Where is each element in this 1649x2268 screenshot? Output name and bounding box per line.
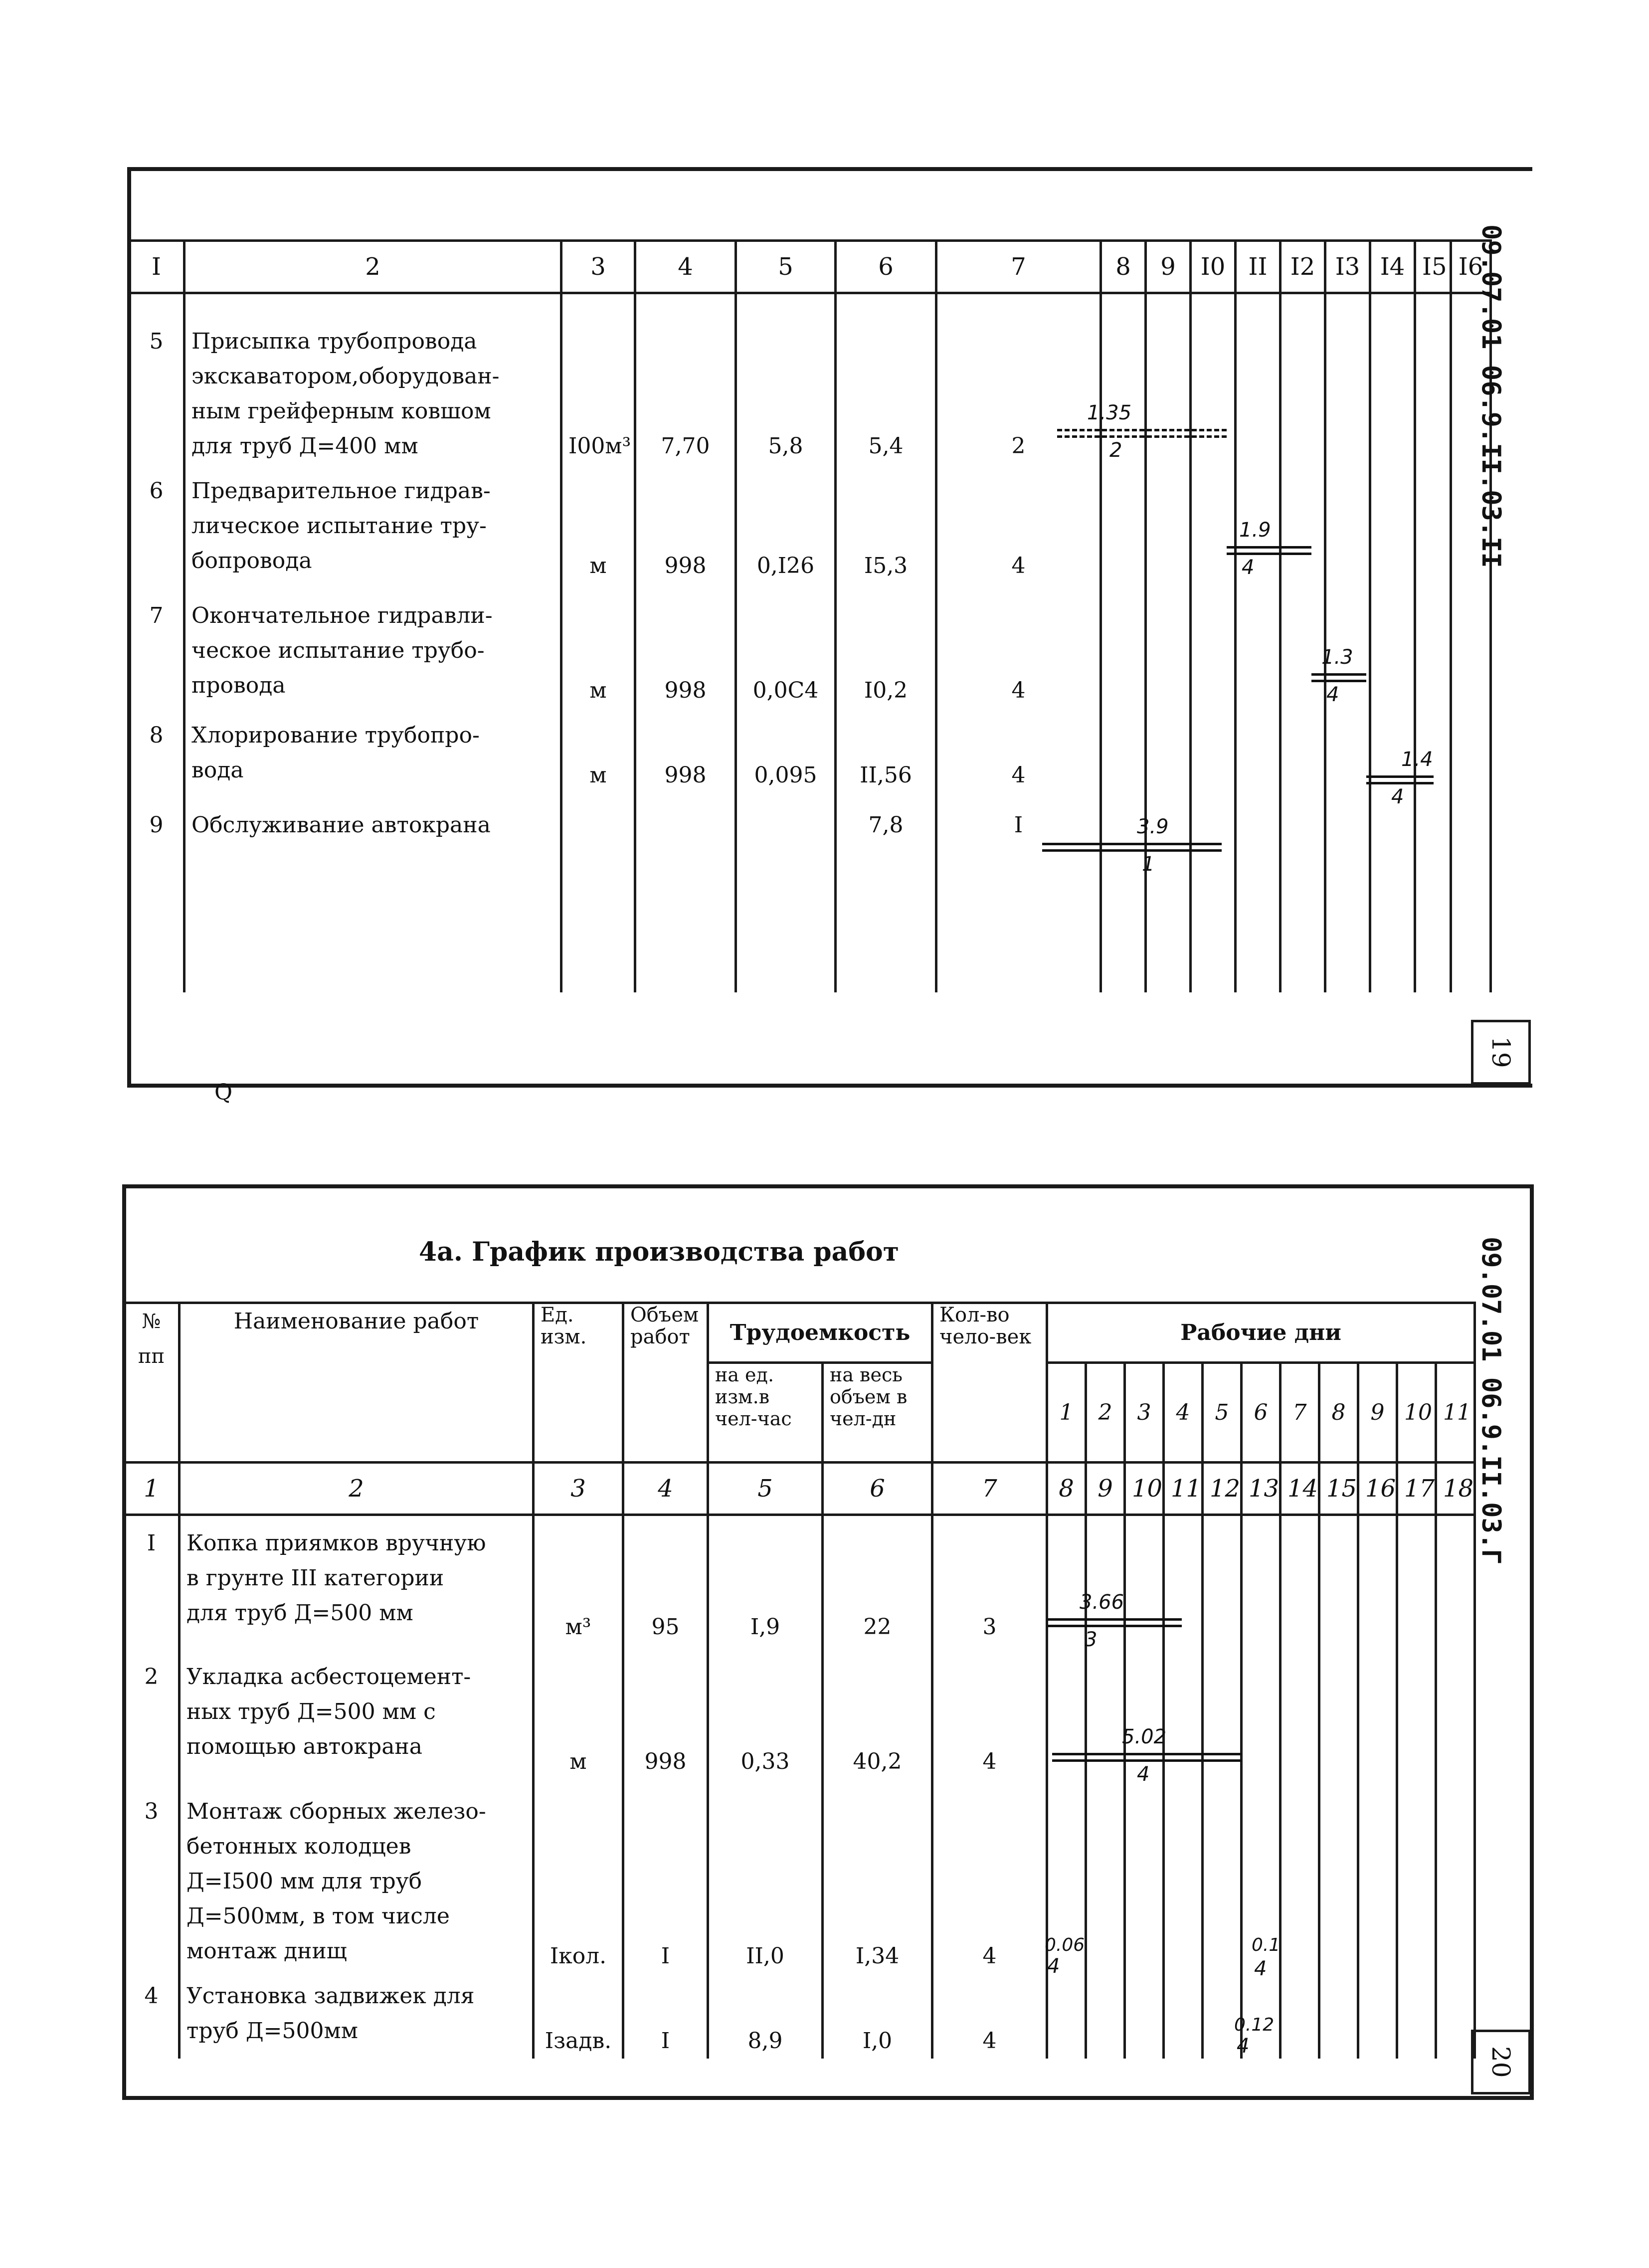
col-index: 2 — [180, 1463, 534, 1515]
work-name: Монтаж сборных железо- бетонных колодцев Д=I500 мм для труб Д=500мм, в том числе монтаж днищ — [180, 1779, 534, 1974]
volume: I — [623, 1974, 708, 2059]
mark-crew: 4 — [1237, 2035, 1250, 2058]
table-row — [124, 1645, 1475, 1779]
bar-duration: 3.9 — [1137, 815, 1169, 838]
code-number: 06.9.II.03.II — [1476, 365, 1506, 568]
day-number: 11 — [1436, 1363, 1475, 1463]
volume: 95 — [623, 1515, 708, 1645]
unit: м³ — [534, 1515, 623, 1645]
work-name: Укладка асбестоцемент- ных труб Д=500 мм с помощью автокрана — [180, 1645, 534, 1779]
work-name: Предварительное гидрав- лическое испытание тру- бопровода — [184, 464, 561, 583]
labor-per-unit — [736, 793, 836, 843]
column-index-row — [129, 241, 1491, 293]
schedule-title: 4а. График производства работ — [419, 1237, 899, 1267]
mark-value: 0.12 — [1234, 2015, 1275, 2035]
row-number: 9 — [129, 793, 184, 843]
col-header-number: № пп — [124, 1303, 180, 1463]
labor-total: 40,2 — [823, 1645, 932, 1779]
day-number: 6 — [1242, 1363, 1281, 1463]
bar-crew: 2 — [1109, 439, 1122, 462]
volume: 998 — [635, 708, 736, 793]
bar-crew: 3 — [1085, 1628, 1098, 1651]
col-index: I0 — [1191, 241, 1236, 293]
header-row — [124, 1303, 1475, 1363]
col-index: 1 — [124, 1463, 180, 1515]
col-index: 12 — [1203, 1463, 1242, 1515]
table-row — [124, 1515, 1475, 1645]
col-header-name: Наименование работ — [180, 1303, 534, 1463]
volume: I — [623, 1779, 708, 1974]
labor-per-unit: I,9 — [708, 1515, 823, 1645]
row-number: 6 — [129, 464, 184, 583]
row-number: 7 — [129, 583, 184, 708]
column-index-row — [124, 1463, 1475, 1515]
gantt-bar — [1227, 546, 1311, 555]
workers: 2 — [936, 293, 1101, 464]
labor-total: 5,4 — [836, 293, 936, 464]
gantt-bar — [1366, 775, 1434, 784]
unit: м — [534, 1645, 623, 1779]
bar-duration: 5.02 — [1122, 1725, 1167, 1748]
table-row — [129, 583, 1491, 708]
col-index: 3 — [561, 241, 635, 293]
col-index: 7 — [932, 1463, 1047, 1515]
row-number: 5 — [129, 293, 184, 464]
volume: 998 — [635, 583, 736, 708]
workers: 4 — [932, 1645, 1047, 1779]
bar-duration: 1.4 — [1401, 748, 1433, 771]
col-index: 17 — [1397, 1463, 1436, 1515]
col-index: 5 — [736, 241, 836, 293]
row-number: 4 — [124, 1974, 180, 2059]
col-index: 7 — [936, 241, 1101, 293]
workers: I — [936, 793, 1101, 843]
col-index: 6 — [836, 241, 936, 293]
col-index: 3 — [534, 1463, 623, 1515]
labor-total: II,56 — [836, 708, 936, 793]
col-index: 5 — [708, 1463, 823, 1515]
col-index: 16 — [1358, 1463, 1397, 1515]
work-name: Окончательное гидравли- ческое испытание трубо- провода — [184, 583, 561, 708]
work-name: Обслуживание автокрана — [184, 793, 561, 843]
labor-per-unit: 0,0C4 — [736, 583, 836, 708]
labor-per-unit: 0,095 — [736, 708, 836, 793]
bar-crew: 4 — [1137, 1763, 1150, 1786]
col-index: 15 — [1319, 1463, 1358, 1515]
col-index: 9 — [1146, 241, 1191, 293]
unit: Iкол. — [534, 1779, 623, 1974]
document-code — [1476, 224, 1506, 568]
labor-total: I,0 — [823, 1974, 932, 2059]
unit: I00м³ — [561, 293, 635, 464]
bar-duration: 1.9 — [1239, 519, 1271, 542]
unit: Iзадв. — [534, 1974, 623, 2059]
labor-per-unit: II,0 — [708, 1779, 823, 1974]
page-number-box — [1471, 1020, 1531, 1085]
workers: 4 — [932, 1974, 1047, 2059]
mark-crew: 4 — [1254, 1957, 1267, 1980]
col-index: 4 — [635, 241, 736, 293]
workers: 4 — [932, 1779, 1047, 1974]
table-row — [129, 793, 1491, 843]
col-index: 8 — [1101, 241, 1146, 293]
table-row — [129, 293, 1491, 464]
day-number: 1 — [1047, 1363, 1086, 1463]
col-index: 14 — [1281, 1463, 1319, 1515]
col-header-workers: Кол-во чело-век — [932, 1303, 1047, 1463]
col-index: 8 — [1047, 1463, 1086, 1515]
row-number: I — [124, 1515, 180, 1645]
row-number: 3 — [124, 1779, 180, 1974]
col-index: I4 — [1370, 241, 1415, 293]
col-index: II — [1236, 241, 1281, 293]
table-row — [129, 464, 1491, 583]
bar-duration: 1.35 — [1087, 401, 1132, 424]
unit: м — [561, 708, 635, 793]
col-index: 9 — [1086, 1463, 1125, 1515]
labor-total: I5,3 — [836, 464, 936, 583]
workers: 4 — [936, 583, 1101, 708]
bar-duration: 1.3 — [1321, 646, 1353, 669]
day-number: 7 — [1281, 1363, 1319, 1463]
col-header-unit: Ед. изм. — [534, 1303, 623, 1463]
row-number: 2 — [124, 1645, 180, 1779]
bar-crew: 4 — [1391, 785, 1404, 808]
document-code — [1476, 1237, 1506, 1564]
row-number: 8 — [129, 708, 184, 793]
code-stamp: 09.07.01 — [1476, 224, 1506, 350]
gantt-bar — [1311, 673, 1366, 682]
col-index: 6 — [823, 1463, 932, 1515]
col-index: 2 — [184, 241, 561, 293]
work-name: Хлорирование трубопро- вода — [184, 708, 561, 793]
bar-crew: 1 — [1142, 853, 1155, 876]
page-number-box — [1471, 2030, 1531, 2094]
labor-total: I0,2 — [836, 583, 936, 708]
day-number: 9 — [1358, 1363, 1397, 1463]
col-header-labor: Трудоемкость — [708, 1303, 932, 1363]
code-number: 06.9.II.03.Г — [1476, 1377, 1506, 1565]
col-index: 11 — [1164, 1463, 1203, 1515]
gantt-bar — [1042, 843, 1222, 852]
col-index: I5 — [1415, 241, 1451, 293]
workers: 3 — [932, 1515, 1047, 1645]
col-header-workdays: Рабочие дни — [1047, 1303, 1475, 1363]
volume: 998 — [623, 1645, 708, 1779]
volume — [635, 793, 736, 843]
work-name: Установка задвижек для труб Д=500мм — [180, 1974, 534, 2059]
col-header-labor-total: на весь объем в чел-дн — [823, 1363, 932, 1463]
page-number: 20 — [1486, 2046, 1515, 2078]
work-name: Присыпка трубопровода экскаватором,оборудован- ным грейферным ковшом для труб Д=400 мм — [184, 293, 561, 464]
mark-crew: 4 — [1047, 1955, 1060, 1978]
workers: 4 — [936, 464, 1101, 583]
table-row — [129, 708, 1491, 793]
col-index: 13 — [1242, 1463, 1281, 1515]
schedule-table-continued — [127, 239, 1492, 992]
day-number: 10 — [1397, 1363, 1436, 1463]
col-index: 18 — [1436, 1463, 1475, 1515]
unit — [561, 793, 635, 843]
day-number: 2 — [1086, 1363, 1125, 1463]
col-index: 4 — [623, 1463, 708, 1515]
unit: м — [561, 583, 635, 708]
col-index: I6 — [1451, 241, 1491, 293]
day-number: 5 — [1203, 1363, 1242, 1463]
col-header-labor-unit: на ед. изм.в чел-час — [708, 1363, 823, 1463]
bar-duration: 3.66 — [1080, 1591, 1124, 1614]
day-number: 8 — [1319, 1363, 1358, 1463]
unit: м — [561, 464, 635, 583]
col-index: 10 — [1125, 1463, 1164, 1515]
labor-total: I,34 — [823, 1779, 932, 1974]
mark-value: 0.06 — [1045, 1935, 1085, 1955]
labor-per-unit: 0,33 — [708, 1645, 823, 1779]
labor-total: 22 — [823, 1515, 932, 1645]
labor-total: 7,8 — [836, 793, 936, 843]
workers: 4 — [936, 708, 1101, 793]
table-row-empty — [129, 843, 1491, 992]
labor-per-unit: 0,I26 — [736, 464, 836, 583]
day-number: 4 — [1164, 1363, 1203, 1463]
col-index: I — [129, 241, 184, 293]
volume: 7,70 — [635, 293, 736, 464]
gantt-bar — [1047, 1618, 1182, 1627]
page-number: 19 — [1486, 1036, 1515, 1068]
work-name: Копка приямков вручную в грунте III категории для труб Д=500 мм — [180, 1515, 534, 1645]
gantt-bar — [1057, 429, 1227, 438]
bar-crew: 4 — [1326, 683, 1339, 706]
bar-crew: 4 — [1242, 556, 1255, 579]
mark-value: 0.1 — [1252, 1935, 1281, 1955]
day-number: 3 — [1125, 1363, 1164, 1463]
cut-mark: Q — [214, 1080, 233, 1105]
labor-per-unit: 5,8 — [736, 293, 836, 464]
code-stamp: 09.07.01 — [1476, 1237, 1506, 1362]
labor-per-unit: 8,9 — [708, 1974, 823, 2059]
col-index: I2 — [1281, 241, 1325, 293]
gantt-bar — [1052, 1753, 1242, 1762]
volume: 998 — [635, 464, 736, 583]
col-header-volume: Объем работ — [623, 1303, 708, 1463]
col-index: I3 — [1325, 241, 1370, 293]
